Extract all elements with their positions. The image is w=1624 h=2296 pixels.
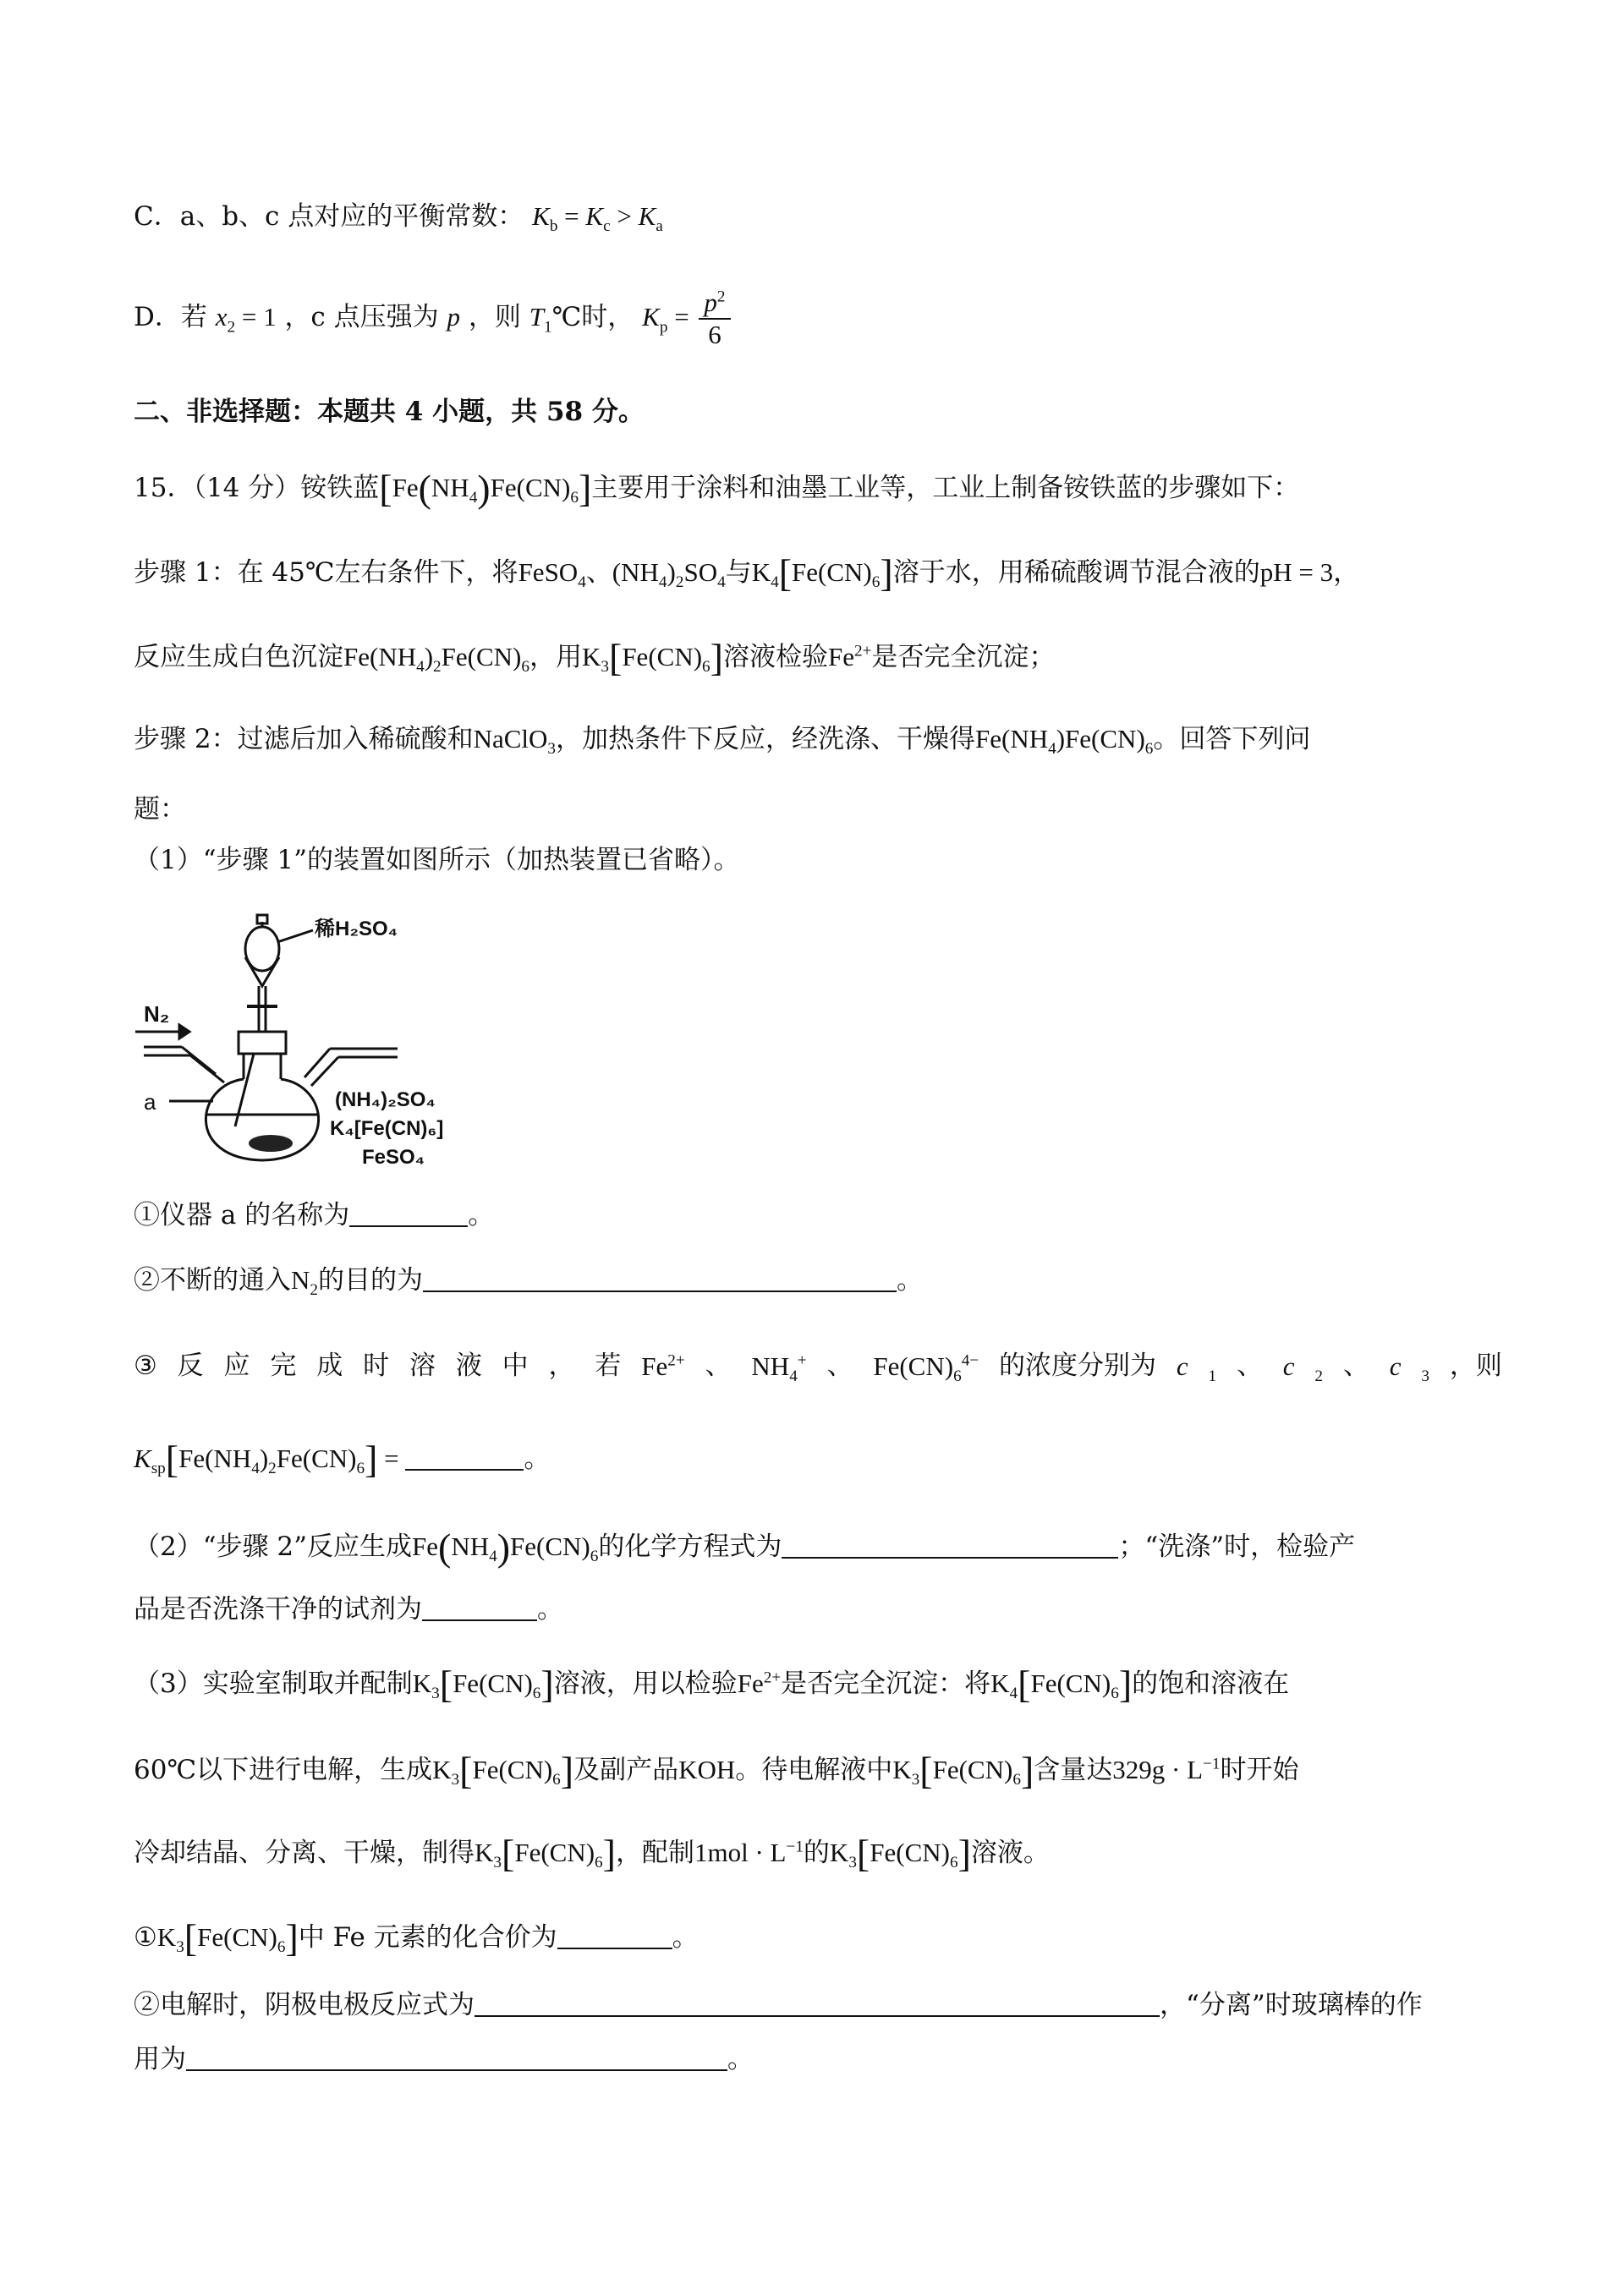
part1-intro: （1）“步骤 1”的装置如图所示（加热装置已省略）。	[134, 845, 740, 875]
option-c-text: C．a、b、c 点对应的平衡常数：	[134, 201, 524, 232]
label-a: a	[144, 1089, 156, 1115]
q15-intro: 15．（14 分）铵铁蓝$[Fe(NH_4)Fe(CN)_6]$主要用于涂料和油墨工业等，工业上制备铵铁蓝的步骤如下：	[134, 467, 1300, 510]
section-title: 二、非选择题：本题共 4 小题，共 58 分。	[134, 397, 645, 427]
answer-blank[interactable]	[349, 1225, 468, 1227]
step2-line1: 步骤 2：过滤后加入稀硫酸和NaClO$_3$，加热条件下反应，经洗涤、干燥得$Fe(NH_4)Fe(CN)_6$。回答下列问	[134, 724, 1311, 759]
label-reagent-3: FeSO₄	[362, 1146, 425, 1169]
answer-blank[interactable]	[782, 1557, 1118, 1559]
answer-blank[interactable]	[475, 2015, 1160, 2017]
p3-q2-line2: 用为 。	[134, 2044, 754, 2074]
label-reagent-1: (NH₄)₂SO₄	[335, 1088, 436, 1111]
option-c-formula: $K_b = K_c > K_a$	[532, 201, 663, 236]
step1-line1: 步骤 1：在 45℃左右条件下，将FeSO$_4$、$(NH_4)_2SO_4$与$K_4[Fe(CN)_6]$溶于水，用稀硫酸调节混合液的pH = 3，	[134, 551, 1360, 595]
p1-q1: ①仪器 a 的名称为 。	[134, 1200, 495, 1230]
step1-line2: 反应生成白色沉淀$Fe(NH_4)_2Fe(CN)_6$，用$K_3[Fe(CN)_6]$溶液检验$Fe^{2+}$是否完全沉淀；	[134, 636, 1056, 679]
label-dilute-acid: 稀H₂SO₄	[315, 918, 398, 940]
step2-line2: 题：	[134, 794, 186, 825]
p1-q3-line1: ③ 反 应 完 成 时 溶 液 中 ， 若 $Fe^{2+}$ 、 $NH_4^+$ 、 $Fe(CN)_6^{4-}$ 的浓度分别为 c $_1$ 、 c $_2$ 、 c $_3$ ，则	[134, 1351, 1502, 1386]
apparatus-figure	[135, 905, 491, 1184]
p3-q1: $①K_3[Fe(CN)_6]$中 Fe 元素的化合价为 。	[134, 1916, 699, 1959]
answer-blank[interactable]	[557, 1948, 672, 1949]
precipitate	[249, 1135, 293, 1152]
part2-line2: 品是否洗涤干净的试剂为 。	[134, 1594, 563, 1625]
p1-q3-line2: $K_{sp}[Fe(NH_4)_2Fe(CN)_6]$ = 。	[134, 1438, 551, 1481]
p1-q2: ②不断的通入$N_2$的目的为 。	[134, 1265, 923, 1300]
label-reagent-2: K₄[Fe(CN)₆]	[330, 1117, 444, 1140]
answer-blank[interactable]	[422, 1619, 537, 1621]
option-c	[134, 201, 663, 236]
answer-blank[interactable]	[423, 1290, 897, 1292]
stopper	[239, 1032, 286, 1054]
part3-line2: 60℃以下进行电解，生成$K_3[Fe(CN)_6]$及副产品KOH。待电解液中$K_3[Fe(CN)_6]$含量达$329g \cdot L^{-1}$时开始	[134, 1749, 1299, 1792]
option-d: D．若 $x_2 = 1$ ，c 点压强为 p ，则 $T_1℃$时， $K_p$ = $\frac{p^2}{6}$	[134, 288, 734, 349]
answer-blank[interactable]	[405, 1469, 524, 1471]
part3-line3: 冷却结晶、分离、干燥，制得$K_3[Fe(CN)_6]$，配制$1mol \cdot L^{-1}$的$K_3[Fe(CN)_6]$溶液。	[134, 1832, 1050, 1875]
kp-fraction: $\frac{p^2}{6}$	[699, 288, 730, 349]
part2-line1: （2）“步骤 2”反应生成$Fe(NH_4)Fe(CN)_6$的化学方程式为 ；“洗涤”时，检验产	[134, 1526, 1356, 1569]
p3-q2-line1: ②电解时，阴极电极反应式为 ，“分离”时玻璃棒的作	[134, 1990, 1423, 2020]
answer-blank[interactable]	[186, 2069, 727, 2071]
label-n2: N₂	[144, 1001, 170, 1027]
part3-line1: （3）实验室制取并配制$K_3[Fe(CN)_6]$溶液，用以检验$Fe^{2+}$是否完全沉淀：将$K_4[Fe(CN)_6]$的饱和溶液在	[134, 1663, 1290, 1706]
